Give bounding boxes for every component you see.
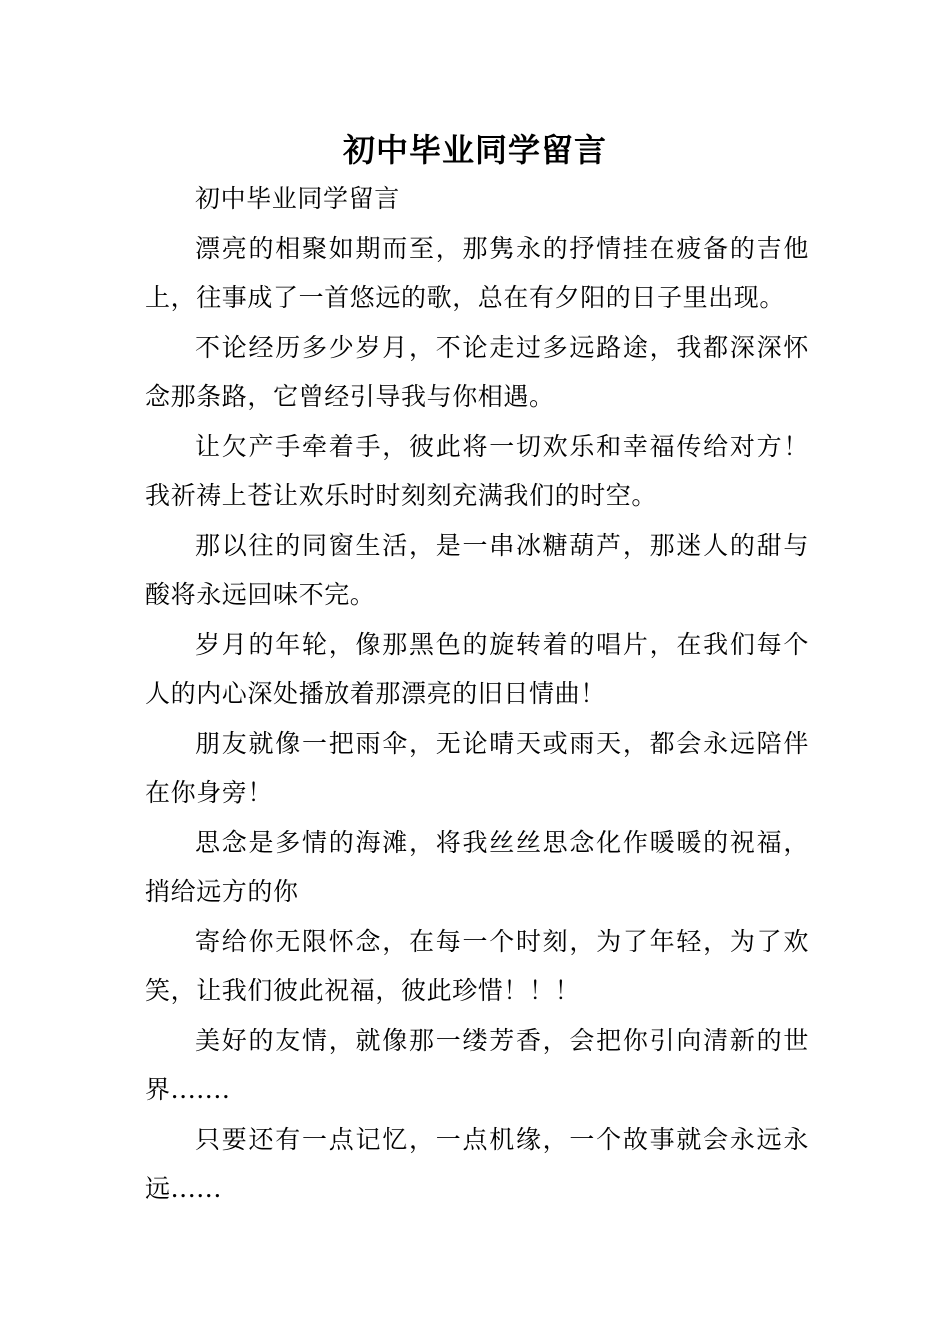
paragraph: 让欠产手牵着手，彼此将一切欢乐和幸福传给对方！我祈祷上苍让欢乐时时刻刻充满我们的时空。 [145, 431, 809, 510]
paragraph: 朋友就像一把雨伞，无论晴天或雨天，都会永远陪伴在你身旁！ [145, 728, 809, 807]
paragraph: 那以往的同窗生活，是一串冰糖葫芦，那迷人的甜与酸将永远回味不完。 [145, 530, 809, 609]
paragraph: 只要还有一点记忆，一点机缘，一个故事就会永远永远...... [145, 1124, 809, 1203]
paragraph: 寄给你无限怀念，在每一个时刻，为了年轻，为了欢笑，让我们彼此祝福，彼此珍惜！！！ [145, 926, 809, 1005]
paragraph: 思念是多情的海滩，将我丝丝思念化作暖暖的祝福，捎给远方的你 [145, 827, 809, 906]
paragraph-subtitle: 初中毕业同学留言 [195, 184, 400, 213]
paragraph: 不论经历多少岁月，不论走过多远路途，我都深深怀念那条路，它曾经引导我与你相遇。 [145, 332, 809, 411]
paragraph: 漂亮的相聚如期而至，那隽永的抒情挂在疲备的吉他上，往事成了一首悠远的歌，总在有夕阳的日子里出现。 [145, 233, 809, 312]
document-title: 初中毕业同学留言 [342, 131, 607, 169]
paragraph: 岁月的年轮，像那黑色的旋转着的唱片，在我们每个人的内心深处播放着那漂亮的旧日情曲！ [145, 629, 809, 708]
document-body [145, 174, 809, 1214]
paragraph: 美好的友情，就像那一缕芳香，会把你引向清新的世界....... [145, 1025, 809, 1104]
